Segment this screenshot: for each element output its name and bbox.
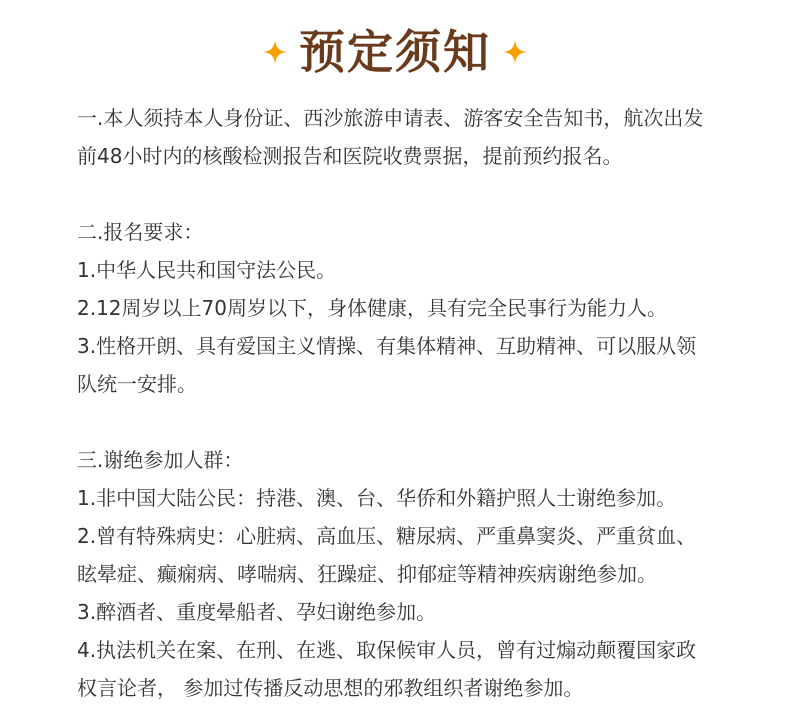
section-excluded-groups <box>77 444 727 704</box>
section-heading: 二.报名要求： <box>77 220 204 244</box>
list-item: 1.中华人民共和国守法公民。 <box>77 258 337 282</box>
list-item: 4.执法机关在案、在刑、在逃、取保候审人员，曾有过煽动颠覆国家政 <box>77 638 697 662</box>
title-row <box>0 22 790 82</box>
list-item: 2.曾有特殊病史：心脏病、高血压、糖尿病、严重鼻窦炎、严重贫血、 <box>77 524 697 548</box>
list-item: 1.非中国大陆公民：持港、澳、台、华侨和外籍护照人士谢绝参加。 <box>77 486 677 510</box>
section-heading: 三.谢绝参加人群： <box>77 448 244 472</box>
list-item-continued: 权言论者， 参加过传播反动思想的邪教组织者谢绝参加。 <box>77 676 584 700</box>
sparkle-icon-left <box>263 40 287 64</box>
section-registration-requirements <box>77 216 727 400</box>
paragraph-line: 一.本人须持本人身份证、西沙旅游申请表、游客安全告知书，航次出发 <box>77 106 704 130</box>
list-item-continued: 眩晕症、癫痫病、哮喘病、狂躁症、抑郁症等精神疾病谢绝参加。 <box>77 562 657 586</box>
list-item: 2.12周岁以上70周岁以下，身体健康，具有完全民事行为能力人。 <box>77 296 667 320</box>
section-spacer <box>77 406 727 444</box>
sparkle-icon-right <box>503 40 527 64</box>
list-item-continued: 队统一安排。 <box>77 372 197 396</box>
list-item: 3.醉酒者、重度晕船者、孕妇谢绝参加。 <box>77 600 437 624</box>
notice-content <box>77 102 727 710</box>
page-title: 预定须知 <box>299 25 491 79</box>
list-item: 3.性格开朗、具有爱国主义情操、有集体精神、互助精神、可以服从领 <box>77 334 697 358</box>
section-spacer <box>77 178 727 216</box>
paragraph-line: 前48小时内的核酸检测报告和医院收费票据，提前预约报名。 <box>77 144 623 168</box>
section-booking-documents <box>77 102 727 172</box>
